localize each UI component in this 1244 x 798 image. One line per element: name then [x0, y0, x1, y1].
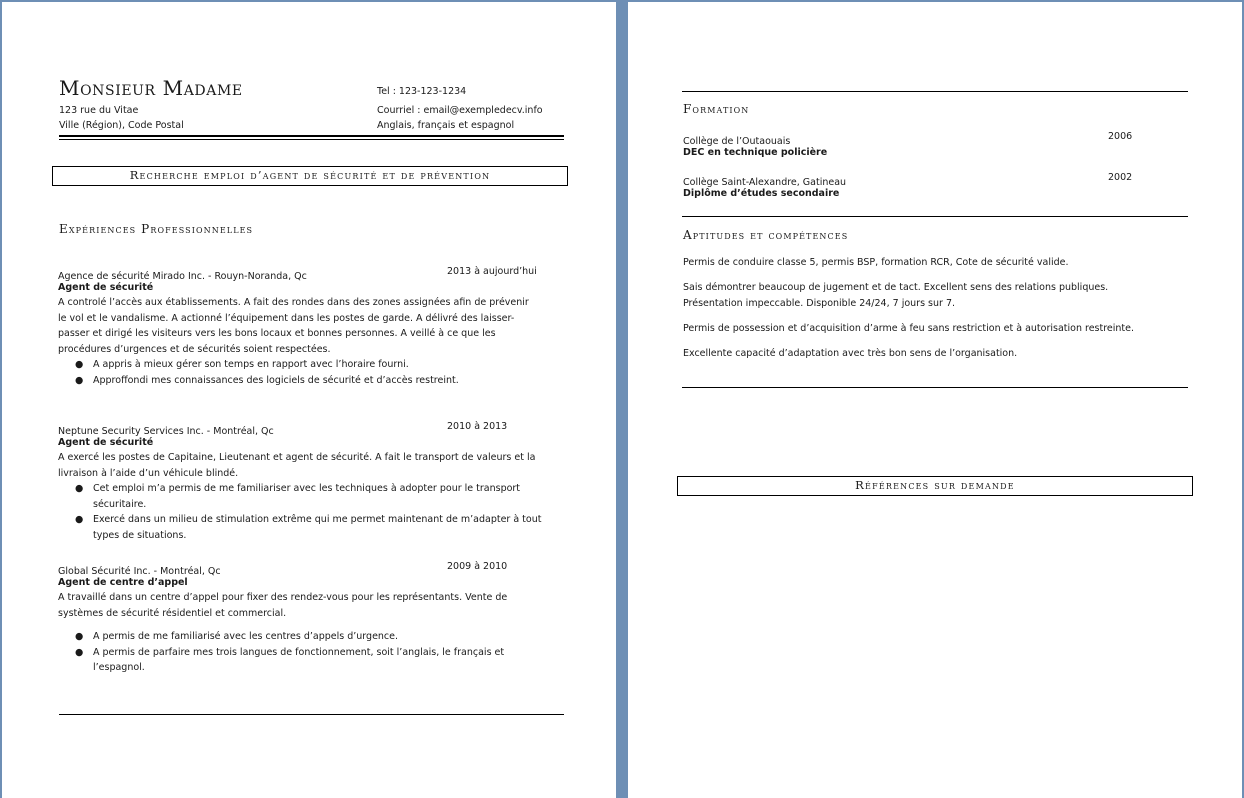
- education-year: 2006: [1108, 131, 1133, 142]
- header-rule-thin: [59, 139, 564, 140]
- job-description: A controlé l’accès aux établissements. A fait des rondes dans des zones assignées afin de prévenir le vol et le vandalisme. A actionné l’équipement dans les postes de garde. A délivré des laisser-passer et dirigé les visiteurs vers les bons locaux et bonnes personnes. A veillé à ce que les procédures d’urgences et de sécurités soient respectées.: [58, 297, 529, 355]
- education-entry: [683, 170, 1143, 201]
- bullet-icon: ●: [75, 514, 84, 526]
- formation-heading: Formation: [683, 102, 750, 116]
- job-dates: 2009 à 2010: [447, 561, 508, 572]
- list-item: ● A permis de me familiarisé avec les centres d’appels d’urgence.: [58, 629, 548, 645]
- education-entry: [683, 129, 1143, 160]
- list-item: ● A appris à mieux gérer son temps en rapport avec l’horaire fourni.: [58, 357, 540, 373]
- city-line: Ville (Région), Code Postal: [59, 120, 184, 131]
- job-entry: [58, 559, 548, 676]
- bullet-icon: ●: [75, 374, 84, 386]
- bullet-icon: ●: [75, 631, 84, 643]
- job-title: Agent de sécurité: [58, 281, 154, 293]
- list-item: ● Approffondi mes connaissances des logiciels de sécurité et d’accès restreint.: [58, 373, 540, 389]
- job-employer: Global Sécurité Inc. - Montréal, Qc: [58, 566, 221, 577]
- list-item: ● A permis de parfaire mes trois langues de fonctionnement, soit l’anglais, le français et l’espagnol.: [75, 646, 505, 674]
- job-title: Agent de centre d’appel: [58, 576, 188, 588]
- footer-rule: [59, 714, 564, 715]
- job-employer: Neptune Security Services Inc. - Montréal, Qc: [58, 426, 274, 437]
- job-employer: Agence de sécurité Mirado Inc. - Rouyn-Noranda, Qc: [58, 271, 307, 282]
- job-bullet-list: [58, 481, 548, 543]
- top-rule: [682, 91, 1188, 92]
- resume-page-2: [628, 2, 1242, 798]
- address-line: 123 rue du Vitae: [59, 105, 139, 116]
- list-item: ● Cet emploi m’a permis de me familiariser avec les techniques à adopter pour le transport sécuritaire.: [75, 483, 521, 510]
- job-bullet-list: [58, 629, 548, 676]
- languages-line: Anglais, français et espagnol: [377, 120, 515, 131]
- section-rule: [682, 216, 1188, 217]
- skill-item: Sais démontrer beaucoup de jugement et de tact. Excellent sens des relations publiques. Présentation impeccable. Disponible 24/24, 7 jours sur 7.: [683, 282, 1109, 309]
- skills-heading: Aptitudes et compétences: [683, 228, 849, 242]
- skill-item: Permis de conduire classe 5, permis BSP, formation RCR, Cote de sécurité valide.: [683, 257, 1069, 268]
- bullet-icon: ●: [75, 483, 84, 495]
- section-rule: [682, 387, 1188, 388]
- job-dates: 2013 à aujourd’hui: [447, 266, 537, 277]
- job-entry: [58, 419, 548, 544]
- education-year: 2002: [1108, 172, 1133, 183]
- resume-page-1: [2, 2, 616, 798]
- job-description: A exercé les postes de Capitaine, Lieutenant et agent de sécurité. A fait le transport de valeurs et la livraison à l’aide d’un véhicule blindé.: [58, 452, 536, 479]
- job-bullet-list: [58, 357, 540, 388]
- job-description: A travaillé dans un centre d’appel pour fixer des rendez-vous pour les représentants. Vente de systèmes de sécurité résidentiel et commercial.: [58, 592, 508, 619]
- education-school: Collège Saint-Alexandre, Gatineau: [683, 177, 847, 188]
- references-box: Références sur demande: [677, 476, 1193, 496]
- bullet-icon: ●: [75, 359, 84, 371]
- job-dates: 2010 à 2013: [447, 421, 508, 432]
- experience-heading: Expériences Professionnelles: [59, 222, 254, 236]
- phone-line: Tel : 123-123-1234: [377, 86, 467, 97]
- email-line: Courriel : email@exempledecv.info: [377, 105, 543, 116]
- bullet-icon: ●: [75, 646, 84, 658]
- education-degree: Diplôme d’études secondaire: [683, 187, 840, 199]
- job-title: Agent de sécurité: [58, 436, 154, 448]
- skill-item: Excellente capacité d’adaptation avec très bon sens de l’organisation.: [683, 348, 1018, 359]
- candidate-name: Monsieur Madame: [59, 76, 243, 100]
- job-entry: [58, 264, 540, 389]
- objective-box: Recherche emploi d’agent de sécurité et de prévention: [52, 166, 568, 186]
- header-rule-thick: [59, 135, 564, 137]
- education-school: Collège de l’Outaouais: [683, 136, 791, 147]
- skill-item: Permis de possession et d’acquisition d’arme à feu sans restriction et à autorisation restreinte.: [683, 323, 1135, 334]
- list-item: ● Exercé dans un milieu de stimulation extrême qui me permet maintenant de m’adapter à tout types de situations.: [75, 514, 542, 541]
- education-degree: DEC en technique policière: [683, 146, 828, 158]
